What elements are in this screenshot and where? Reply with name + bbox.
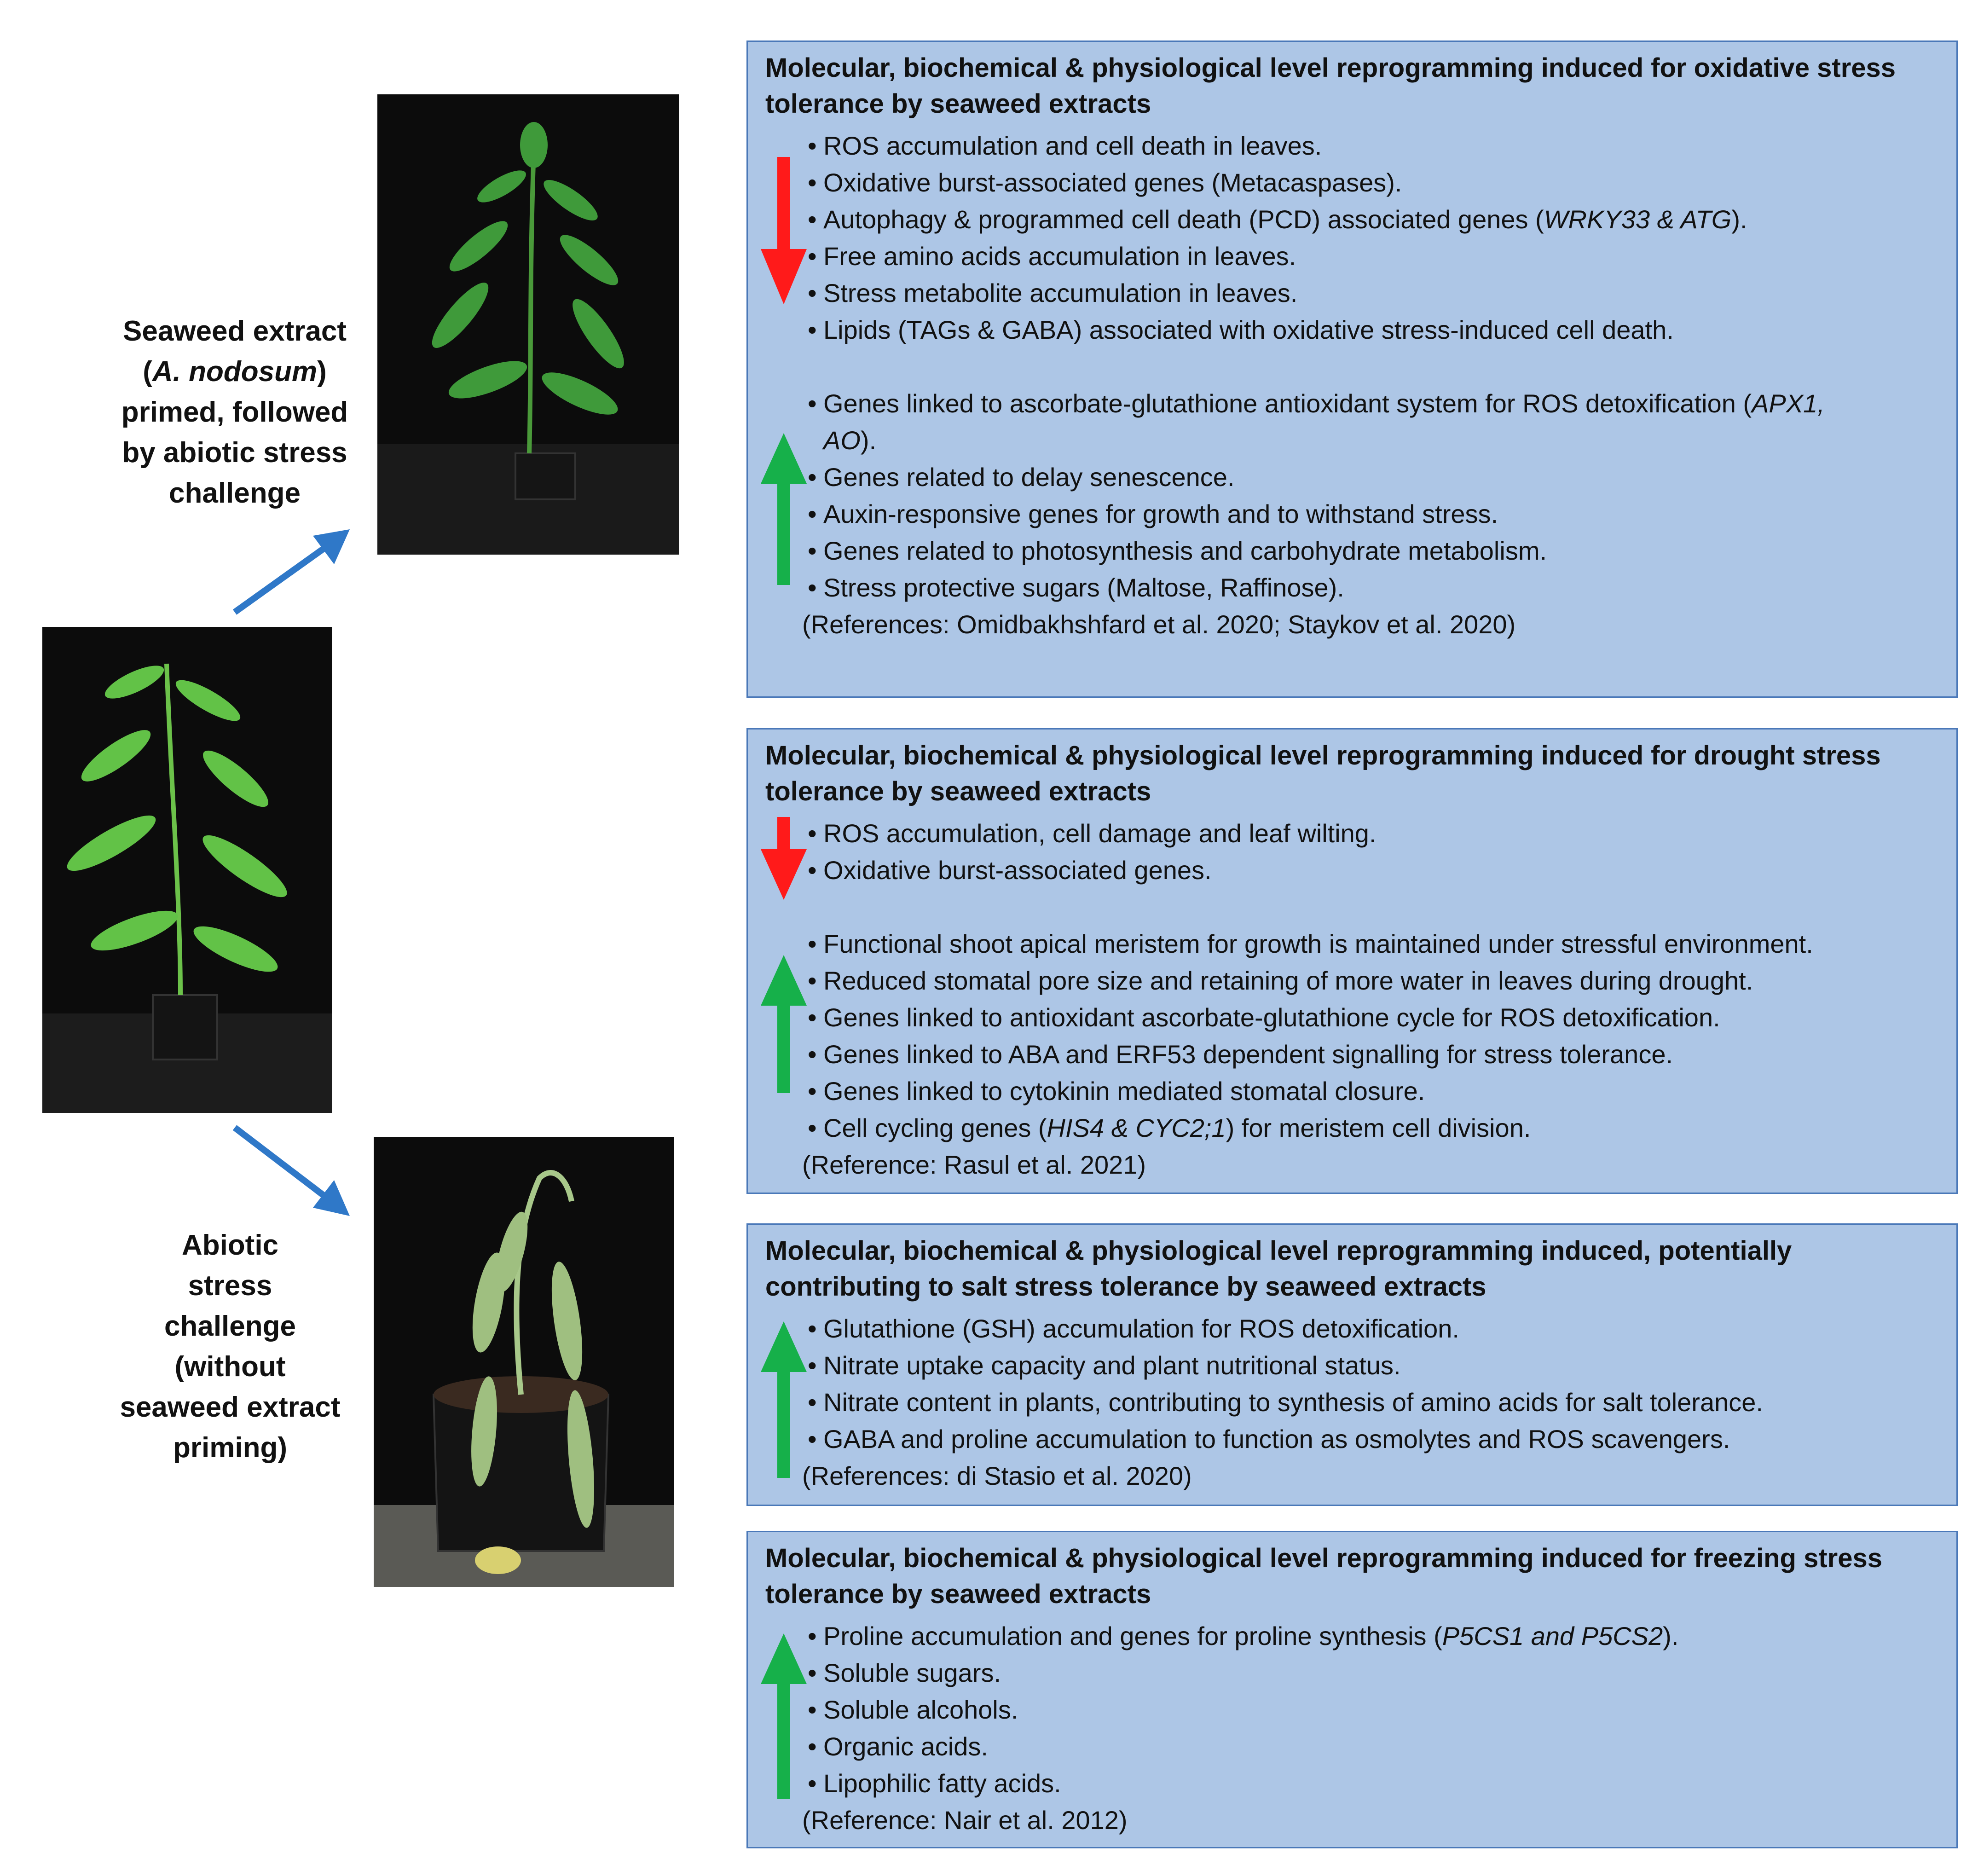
increased-item: • Nitrate uptake capacity and plant nutritional status. bbox=[808, 1351, 1401, 1380]
increased-item: AO). bbox=[823, 426, 877, 455]
decreased-item: • ROS accumulation and cell death in leaves. bbox=[808, 131, 1322, 160]
panel-title-line: tolerance by seaweed extracts bbox=[765, 1579, 1151, 1609]
reference-text: (References: Omidbakhshfard et al. 2020; Staykov et al. 2020) bbox=[802, 610, 1516, 639]
increased-item: • Genes linked to ABA and ERF53 dependent signalling for stress tolerance. bbox=[808, 1040, 1673, 1069]
decrease-arrow-icon bbox=[761, 817, 807, 900]
decreased-item: • Autophagy & programmed cell death (PCD) associated genes (WRKY33 & ATG). bbox=[808, 205, 1747, 234]
panel-title-line: tolerance by seaweed extracts bbox=[765, 776, 1151, 806]
increased-item: • Lipophilic fatty acids. bbox=[808, 1769, 1061, 1798]
panel-title-line: Molecular, biochemical & physiological level reprogramming induced for oxidative stress bbox=[765, 53, 1896, 83]
primed-plant-photo bbox=[377, 94, 679, 555]
increased-item: • Genes related to photosynthesis and carbohydrate metabolism. bbox=[808, 536, 1547, 565]
increase-arrow-icon bbox=[761, 1321, 807, 1478]
flow-arrow-up-right bbox=[221, 520, 359, 626]
reference-text: (Reference: Nair et al. 2012) bbox=[802, 1806, 1128, 1835]
unprimed-label-line: challenge bbox=[164, 1310, 296, 1342]
reference-text: (Reference: Rasul et al. 2021) bbox=[802, 1150, 1146, 1179]
increased-item: • Genes linked to cytokinin mediated stomatal closure. bbox=[808, 1077, 1425, 1106]
increase-arrow-icon bbox=[761, 433, 807, 585]
reference-text: (References: di Stasio et al. 2020) bbox=[802, 1461, 1192, 1490]
decreased-item: • Lipids (TAGs & GABA) associated with oxidative stress-induced cell death. bbox=[808, 315, 1674, 344]
increased-item: • GABA and proline accumulation to function as osmolytes and ROS scavengers. bbox=[808, 1424, 1730, 1453]
stressed-plant-photo bbox=[374, 1137, 674, 1587]
increased-item: • Auxin-responsive genes for growth and to withstand stress. bbox=[808, 499, 1498, 528]
increased-item: • Genes linked to antioxidant ascorbate-glutathione cycle for ROS detoxification. bbox=[808, 1003, 1720, 1032]
increased-item: • Nitrate content in plants, contributing to synthesis of amino acids for salt tolerance. bbox=[808, 1388, 1763, 1417]
salt-stress-panel bbox=[746, 1223, 1958, 1506]
control-plant-photo bbox=[42, 627, 332, 1113]
flow-arrow-down-right bbox=[221, 1118, 359, 1229]
decreased-item: • Stress metabolite accumulation in leaves. bbox=[808, 278, 1298, 307]
primed-label-line: (A. nodosum) bbox=[143, 356, 327, 388]
panel-title bbox=[765, 50, 1939, 122]
decreased-item: • Oxidative burst-associated genes. bbox=[808, 856, 1212, 885]
oxidative-stress-panel bbox=[746, 41, 1958, 698]
panel-title bbox=[765, 1233, 1939, 1305]
unprimed-label-line: (without bbox=[174, 1351, 286, 1383]
increased-item: • Soluble alcohols. bbox=[808, 1695, 1018, 1724]
increased-item: • Genes linked to ascorbate-glutathione antioxidant system for ROS detoxification (APX1, bbox=[808, 389, 1825, 418]
primed-label-line: by abiotic stress bbox=[122, 437, 347, 469]
unprimed-label-line: stress bbox=[188, 1270, 272, 1302]
unprimed-label-line: seaweed extract bbox=[120, 1391, 341, 1423]
increased-item: • Reduced stomatal pore size and retaining of more water in leaves during drought. bbox=[808, 966, 1753, 995]
panel-title-line: Molecular, biochemical & physiological level reprogramming induced for freezing stress bbox=[765, 1543, 1882, 1573]
increase-arrow-icon bbox=[761, 1633, 807, 1799]
decreased-item: • ROS accumulation, cell damage and leaf wilting. bbox=[808, 819, 1377, 848]
panel-title bbox=[765, 1540, 1939, 1612]
increase-arrow-icon bbox=[761, 955, 807, 1093]
drought-stress-panel bbox=[746, 728, 1958, 1194]
freezing-stress-panel bbox=[746, 1531, 1958, 1848]
decrease-arrow-icon bbox=[761, 157, 807, 304]
increased-item: • Glutathione (GSH) accumulation for ROS detoxification. bbox=[808, 1314, 1459, 1343]
increased-item: • Soluble sugars. bbox=[808, 1658, 1001, 1687]
unprimed-label-line: priming) bbox=[173, 1432, 287, 1464]
primed-label-line: challenge bbox=[169, 477, 301, 509]
unprimed-label bbox=[92, 1225, 368, 1468]
unprimed-label-line: Abiotic bbox=[181, 1229, 279, 1261]
primed-label-line: primed, followed bbox=[121, 396, 348, 428]
primed-label-line: Seaweed extract bbox=[123, 315, 347, 347]
panel-title-line: Molecular, biochemical & physiological level reprogramming induced for drought stress bbox=[765, 741, 1881, 770]
panel-title-line: Molecular, biochemical & physiological level reprogramming induced, potentially bbox=[765, 1236, 1792, 1266]
increased-item: • Genes related to delay senescence. bbox=[808, 463, 1235, 492]
increased-item: • Functional shoot apical meristem for growth is maintained under stressful environment. bbox=[808, 929, 1813, 958]
increased-item: • Proline accumulation and genes for proline synthesis (P5CS1 and P5CS2). bbox=[808, 1621, 1679, 1650]
decreased-item: • Free amino acids accumulation in leaves. bbox=[808, 242, 1296, 271]
increased-item: • Cell cycling genes (HIS4 & CYC2;1) for meristem cell division. bbox=[808, 1113, 1531, 1142]
species-name: A. nodosum bbox=[152, 356, 318, 388]
panel-title bbox=[765, 738, 1939, 810]
panel-title-line: contributing to salt stress tolerance by seaweed extracts bbox=[765, 1272, 1486, 1302]
increased-item: • Organic acids. bbox=[808, 1732, 988, 1761]
increased-item: • Stress protective sugars (Maltose, Raffinose). bbox=[808, 573, 1344, 602]
decreased-item: • Oxidative burst-associated genes (Metacaspases). bbox=[808, 168, 1402, 197]
panel-title-line: tolerance by seaweed extracts bbox=[765, 89, 1151, 119]
primed-label bbox=[106, 311, 364, 514]
